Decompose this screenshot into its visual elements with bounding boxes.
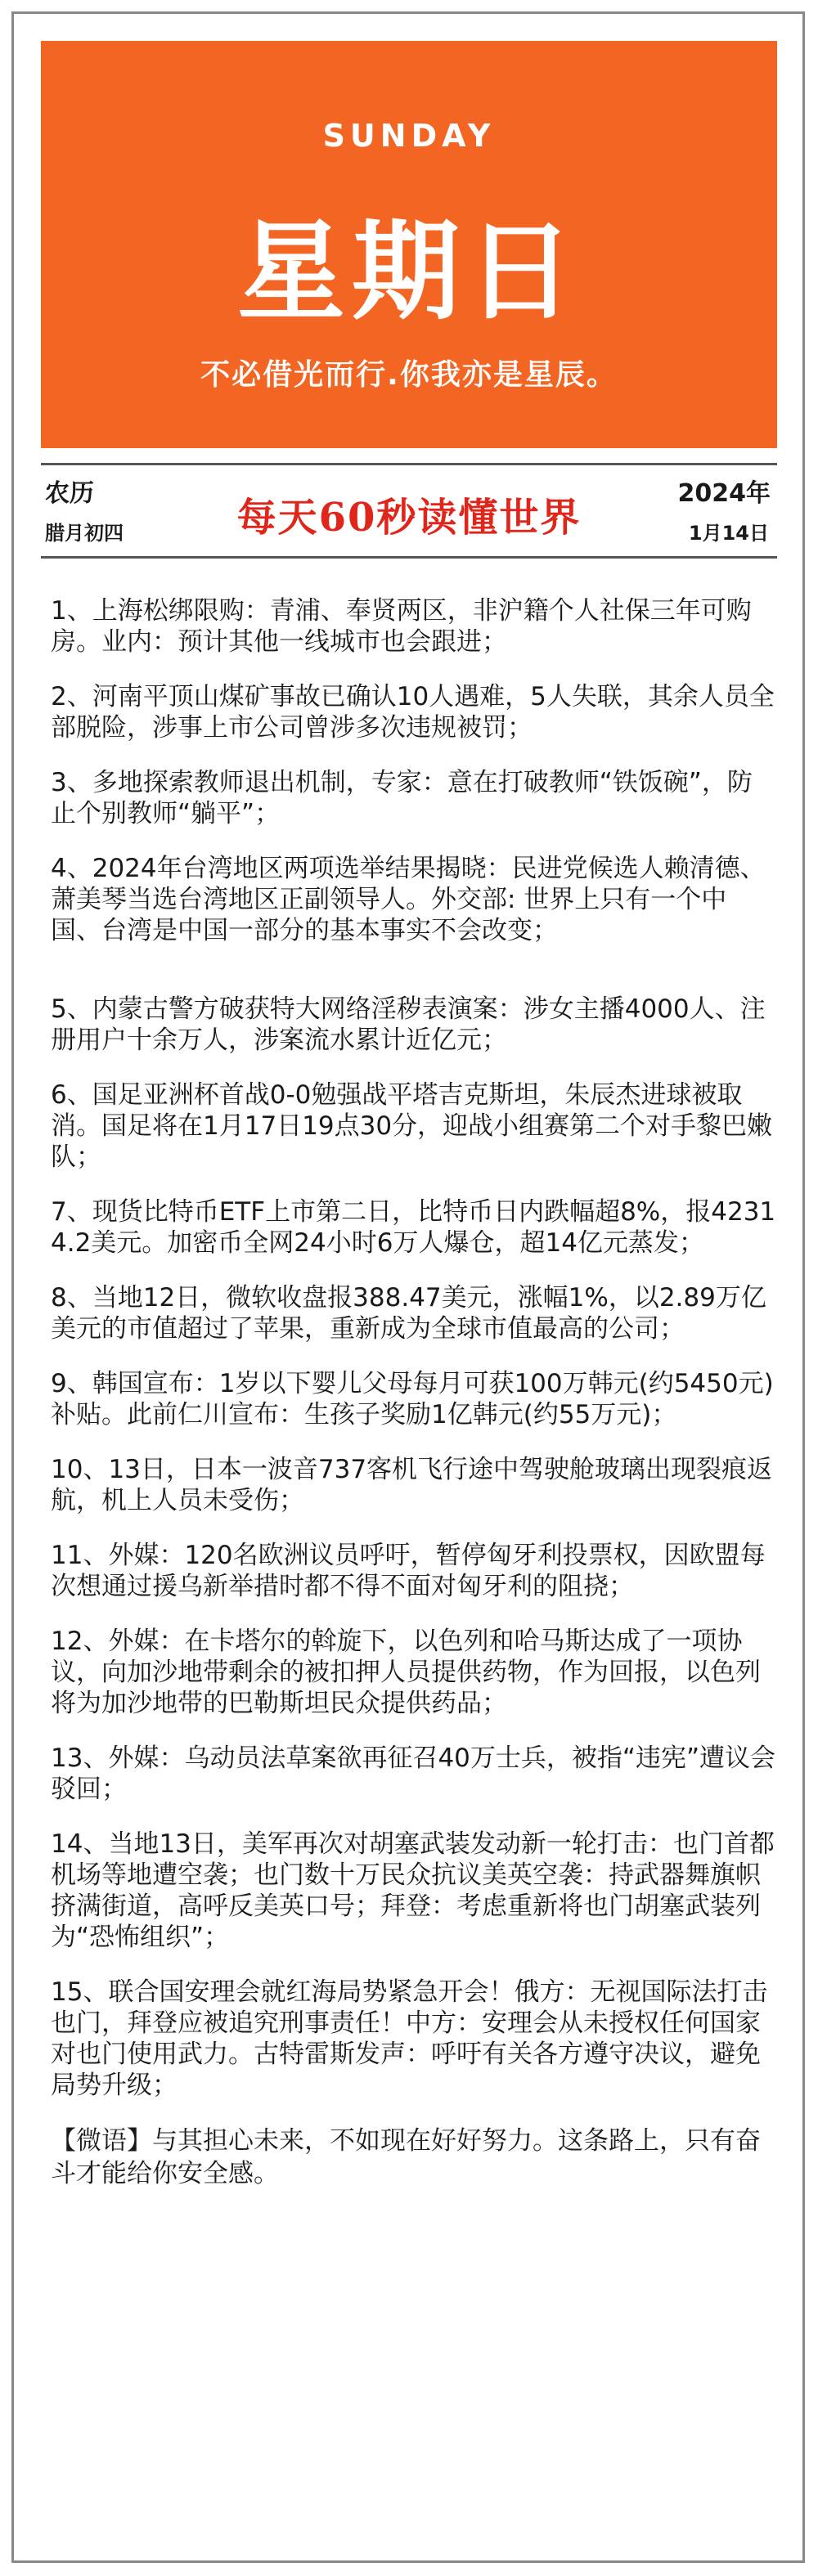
lunar-date: 腊月初四 [45,522,124,545]
month-day: 1月14日 [688,522,769,545]
day-english: SUNDAY [322,118,496,154]
year: 2024年 [677,479,771,508]
news-list [51,595,777,2190]
news-item: 6、国足亚洲杯首战0-0勉强战平塔吉克斯坦，朱辰杰进球被取消。国足将在1月17日19点30分，迎战小组赛第二个对手黎巴嫩队； [51,1080,773,1172]
news-item: 13、外媒：乌动员法草案欲再征召40万士兵，被指“违宪”遭议会驳回； [51,1744,776,1804]
slogan: 每天60秒读懂世界 [236,495,582,541]
news-item: 3、多地探索教师退出机制，专家：意在打破教师“铁饭碗”，防止个别教师“躺平”； [51,768,753,828]
day-chinese: 星期日 [237,209,581,335]
news-item: 5、内蒙古警方破获特大网络淫秽表演案：涉女主播4000人、注册用户十余万人，涉案流水累计近亿元； [51,994,766,1055]
news-item: 15、联合国安理会就红海局势紧急开会！俄方：无视国际法打击也门，拜登应被追究刑事责任！中方：安理会从未授权任何国家对也门使用武力。古特雷斯发声：呼吁有关各方遵守决议，避免局势升级； [51,1977,768,2100]
news-item: 14、当地13日，美军再次对胡塞武装发动新一轮打击：也门首都机场等地遭空袭；也门数十万民众抗议美英空袭：持武器舞旗帜挤满街道，高呼反美英口号；拜登：考虑重新将也门胡塞武装列为“恐怖组织”； [51,1829,775,1952]
day-banner [41,41,777,448]
header-bottom-rule [41,556,777,559]
banner-motto: 不必借光而行.你我亦是星辰。 [200,358,618,392]
news-item: 8、当地12日，微软收盘报388.47美元，涨幅1%，以2.89万亿美元的市值超过了苹果，重新成为全球市值最高的公司； [51,1283,766,1344]
news-item: 4、2024年台湾地区两项选举结果揭晓：民进党候选人赖清德、萧美琴当选台湾地区正副领导人。外交部: 世界上只有一个中国、台湾是中国一部分的基本事实不会改变； [51,854,766,945]
news-item: 1、上海松绑限购：青浦、奉贤两区，非沪籍个人社保三年可购房。业内：预计其他一线城市也会跟进； [51,596,752,657]
news-item: 7、现货比特币ETF上市第二日，比特币日内跌幅超8%，报42314.2美元。加密币全网24小时6万人爆仓，超14亿元蒸发； [51,1197,776,1258]
daily-quote: 【微语】与其担心未来，不如现在好好努力。这条路上，只有奋斗才能给你安全感。 [51,2126,761,2188]
news-item: 2、河南平顶山煤矿事故已确认10人遇难，5人失联，其余人员全部脱险，涉事上市公司曾涉多次违规被罚； [51,682,775,743]
lunar-label: 农历 [45,479,94,508]
news-item: 9、韩国宣布：1岁以下婴儿父母每月可获100万韩元(约5450元)补贴。此前仁川宣布：生孩子奖励1亿韩元(约55万元)； [51,1369,774,1429]
news-item: 11、外媒：120名欧洲议员呼吁，暂停匈牙利投票权，因欧盟每次想通过援乌新举措时都不得不面对匈牙利的阻挠； [51,1541,766,1601]
news-item: 10、13日，日本一波音737客机飞行途中驾驶舱玻璃出现裂痕返航，机上人员未受伤； [51,1455,773,1515]
news-item: 12、外媒：在卡塔尔的斡旋下，以色列和哈马斯达成了一项协议，向加沙地带剩余的被扣押人员提供药物，作为回报，以色列将为加沙地带的巴勒斯坦民众提供药品； [51,1627,761,1718]
header-top-rule [41,463,777,465]
